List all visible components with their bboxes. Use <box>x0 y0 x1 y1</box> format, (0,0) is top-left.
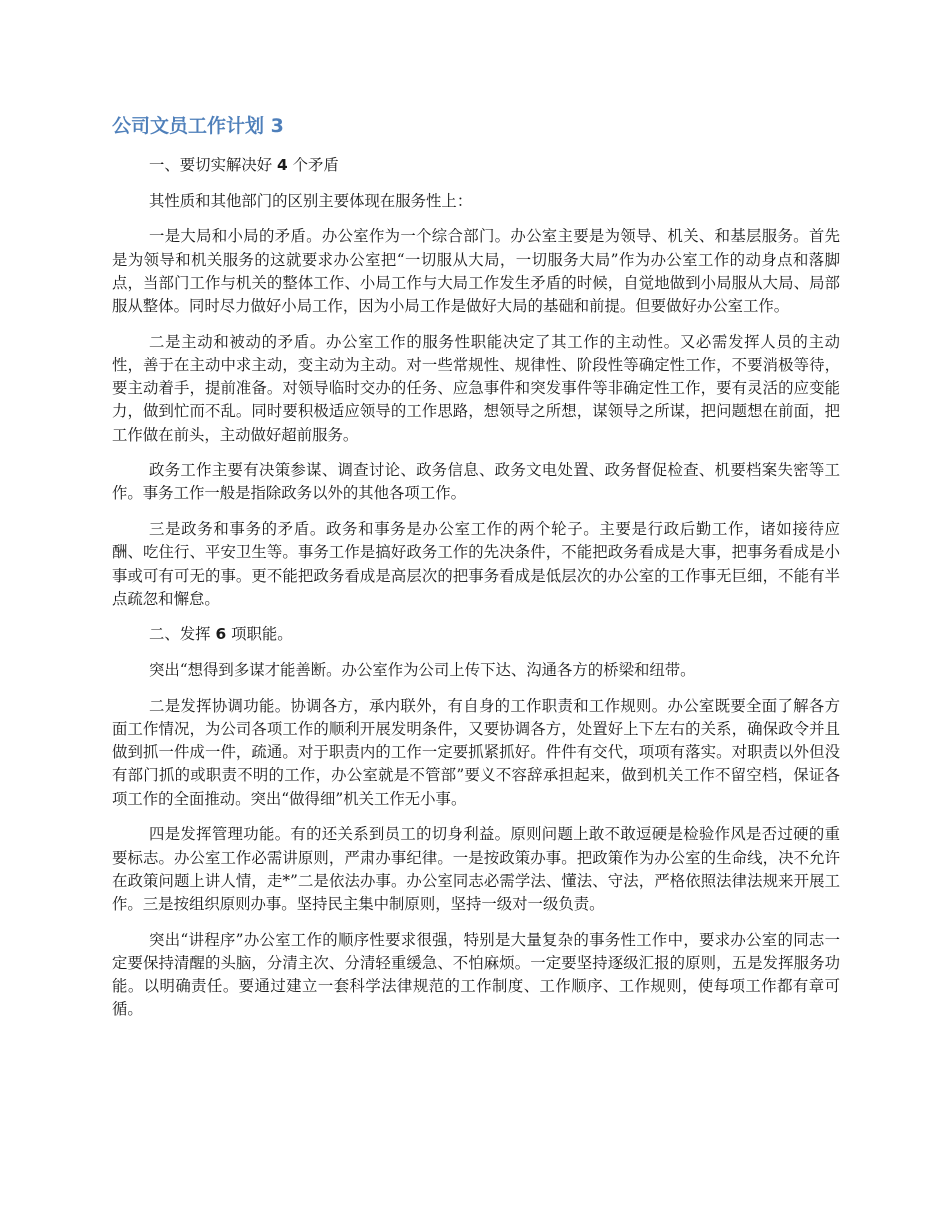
paragraph: 一是大局和小局的矛盾。办公室作为一个综合部门。办公室主要是为领导、机关、和基层服务。首先是为领导和机关服务的这就要求办公室把“一切服从大局，一切服务大局”作为办公室工作的动身点和落脚点，当部门工作与机关的整体工作、小局工作与大局工作发生矛盾的时候，自觉地做到小局服从大局、局部服从整体。同时尽力做好小局工作，因为小局工作是做好大局的基础和前提。但要做好办公室工作。 <box>112 227 840 316</box>
heading-number: 4 <box>277 156 288 174</box>
heading-text: 一、要切实解决好 <box>149 156 278 174</box>
paragraph: 其性质和其他部门的区别主要体现在服务性上： <box>149 191 473 210</box>
paragraph: 突出“想得到多谋才能善断。办公室作为公司上传下达、沟通各方的桥梁和纽带。 <box>149 661 696 680</box>
heading-text: 二、发挥 <box>149 625 216 644</box>
document-page <box>112 112 840 1034</box>
paragraph: 二是发挥协调功能。协调各方，承内联外，有自身的工作职责和工作规则。办公室既要全面了解各方面工作情况，为公司各项工作的顺利开展发明条件，又要协调各方，处置好上下左右的关系，确保政令并且做到抓一件成一件，疏通。对于职责内的工作一定要抓紧抓好。件件有交代，项项有落实。对职责以外但没有部门抓的或职责不明的工作，办公室就是不管部”要义不容辞承担起来，做到机关工作不留空档，保证各项工作的全面推动。突出“做得细”机关工作无小事。 <box>112 696 840 808</box>
heading-number: 6 <box>215 625 227 644</box>
heading-text: 个矛盾 <box>287 156 339 174</box>
paragraph: 二是主动和被动的矛盾。办公室工作的服务性职能决定了其工作的主动性。又必需发挥人员的主动性，善于在主动中求主动，变主动为主动。对一些常规性、规律性、阶段性等确定性工作，不要消极等待，要主动着手，提前准备。对领导临时交办的任务、应急事件和突发事件等非确定性工作，要有灵活的应变能力，做到忙而不乱。同时要积极适应领导的工作思路，想领导之所想，谋领导之所谋，把问题想在前面，把工作做在前头，主动做好超前服务。 <box>112 332 840 444</box>
paragraph: 突出“讲程序”办公室工作的顺序性要求很强，特别是大量复杂的事务性工作中，要求办公室的同志一定要保持清醒的头脑，分清主次、分清轻重缓急、不怕麻烦。一定要坚持逐级汇报的原则，五是发挥服务功能。以明确责任。要通过建立一套科学法律规范的工作制度、工作顺序、工作规则，使每项工作都有章可循。 <box>112 930 840 1019</box>
paragraph: 政务工作主要有决策参谋、调查讨论、政务信息、政务文电处置、政务督促检查、机要档案失密等工作。事务工作一般是指除政务以外的其他各项工作。 <box>112 461 840 503</box>
section-heading-1 <box>112 154 840 177</box>
heading-text: 项职能。 <box>226 625 293 644</box>
paragraph: 四是发挥管理功能。有的还关系到员工的切身利益。原则问题上敢不敢逗硬是检验作风是否过硬的重要标志。办公室工作必需讲原则，严肃办事纪律。一是按政策办事。把政策作为办公室的生命线，决不允许在政策问题上讲人情，走*”二是依法办事。办公室同志必需学法、懂法、守法，严格依照法律法规来开展工作。三是按组织原则办事。坚持民主集中制原则，坚持一级对一级负责。 <box>112 825 840 913</box>
paragraph: 三是政务和事务的矛盾。政务和事务是办公室工作的两个轮子。主要是行政后勤工作，诸如接待应酬、吃住行、平安卫生等。事务工作是搞好政务工作的先决条件，不能把政务看成是大事，把事务看成是小事或可有可无的事。更不能把政务看成是高层次的把事务看成是低层次的办公室的工作事无巨细，不能有半点疏忽和懈怠。 <box>112 520 840 608</box>
section-heading-2 <box>112 623 840 646</box>
document-title: 公司文员工作计划 3 <box>112 115 284 137</box>
